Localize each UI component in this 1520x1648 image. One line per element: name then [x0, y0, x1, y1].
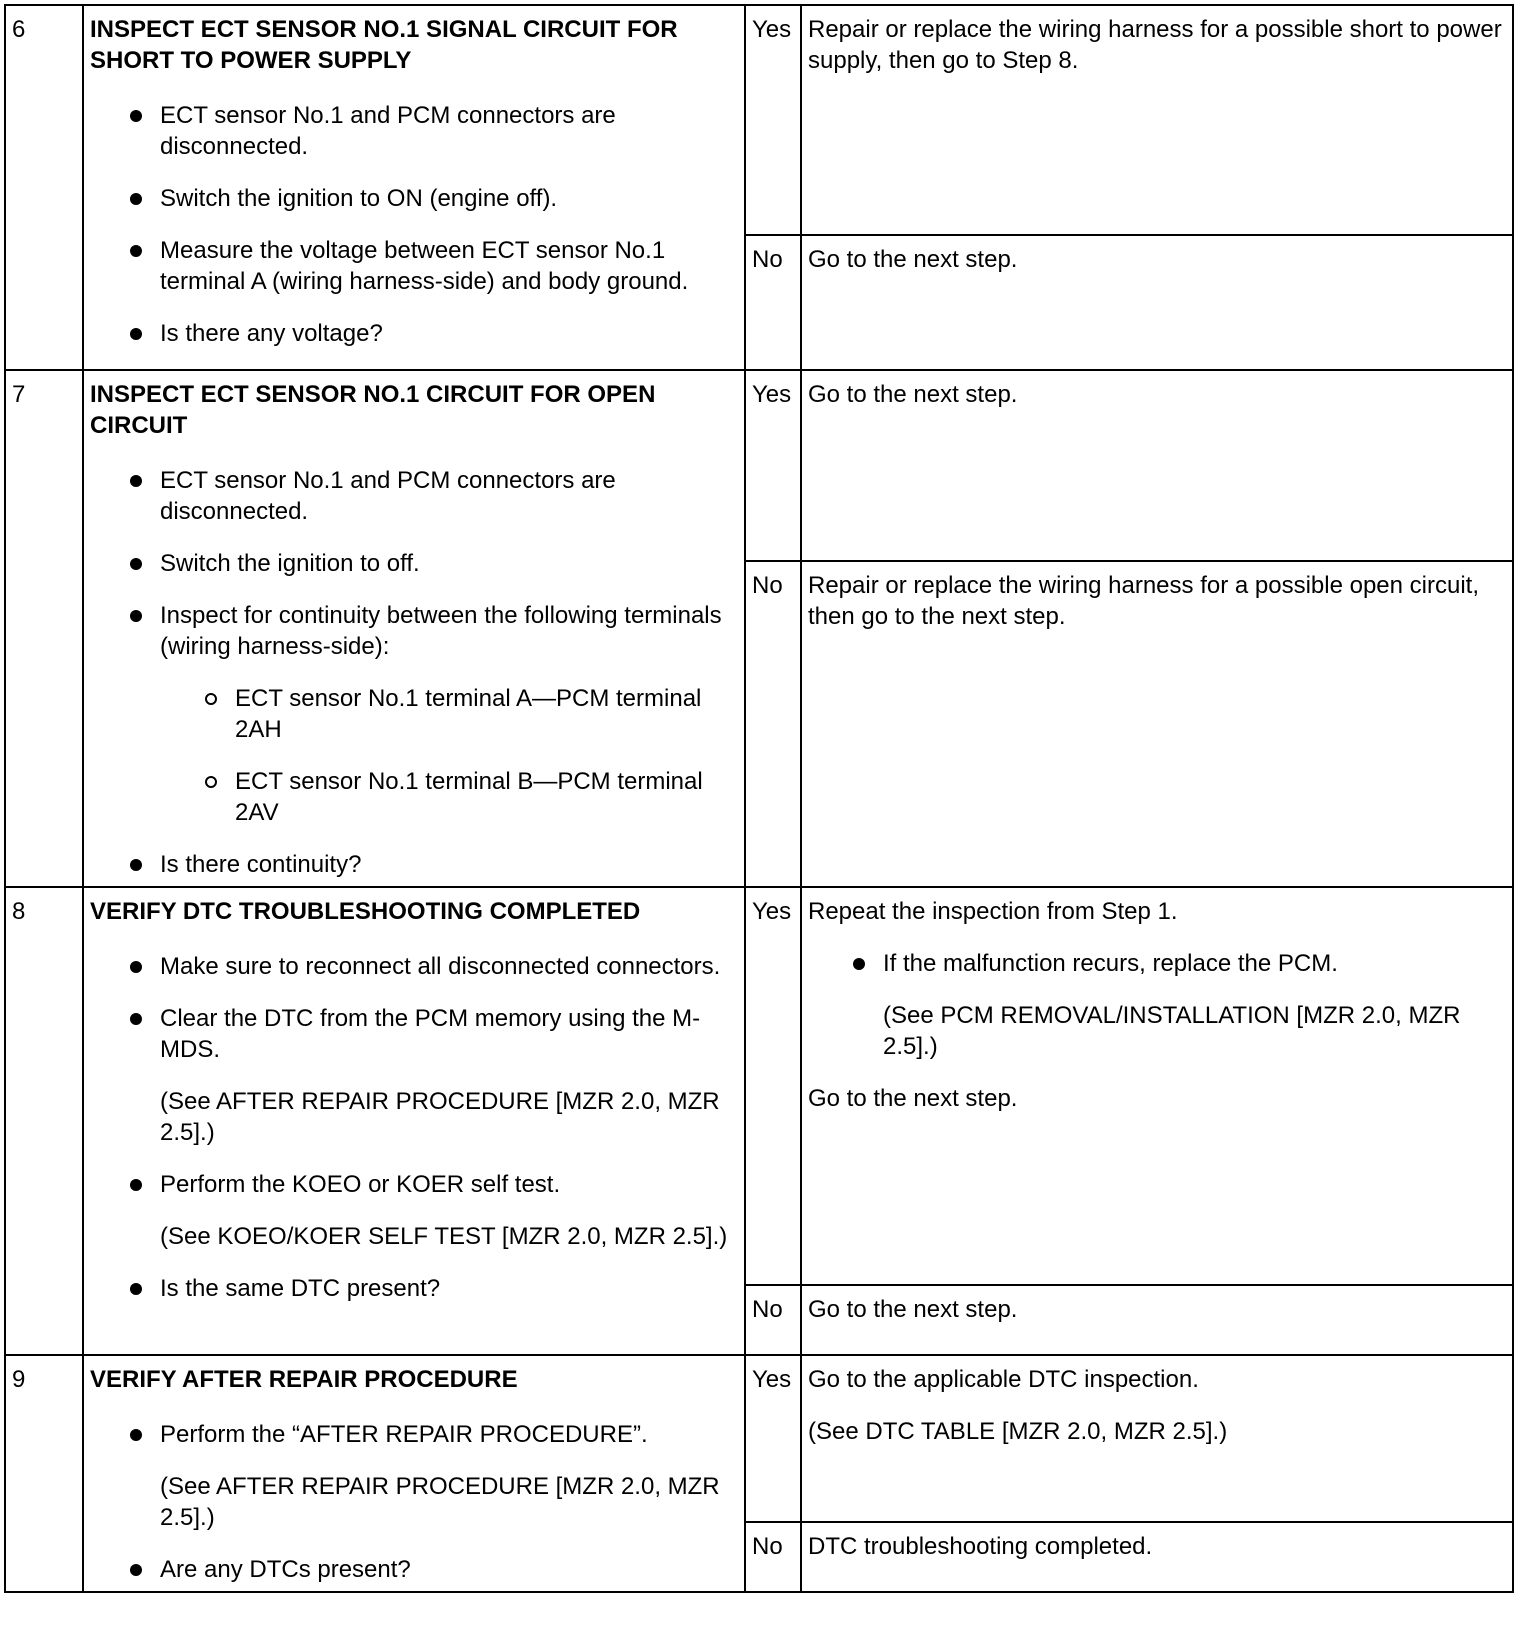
table-row-step-7: [5, 370, 1513, 561]
troubleshooting-table: [4, 4, 1514, 1593]
step-number: 8: [5, 887, 83, 1355]
terminal-list: [160, 683, 738, 828]
reference-note: (See PCM REMOVAL/INSTALLATION [MZR 2.0, MZR 2.5].): [883, 1002, 1461, 1060]
table-row-step-9: [5, 1355, 1513, 1522]
step-number: 9: [5, 1355, 83, 1592]
result-yes: Yes: [745, 887, 801, 1285]
result-no: No: [745, 235, 801, 370]
table-row-step-8: [5, 887, 1513, 1285]
step-action-cell: [83, 5, 745, 370]
action-item: Is there continuity?: [160, 849, 738, 880]
terminal-item: ECT sensor No.1 terminal B—PCM terminal 2AV: [235, 766, 738, 828]
terminal-item: ECT sensor No.1 terminal A—PCM terminal 2AH: [235, 683, 738, 745]
step-number: 6: [5, 5, 83, 370]
step-action-cell: [83, 1355, 745, 1592]
action-item: Is there any voltage?: [160, 318, 738, 349]
remedy-yes: [801, 5, 1513, 235]
step-action-cell: [83, 887, 745, 1355]
remedy-item: [883, 948, 1506, 1062]
remedy-text: Go to the next step.: [808, 381, 1018, 408]
remedy-item-text: If the malfunction recurs, replace the PCM.: [883, 950, 1338, 977]
step-title: INSPECT ECT SENSOR NO.1 SIGNAL CIRCUIT FOR SHORT TO POWER SUPPLY: [90, 16, 678, 74]
step-title: INSPECT ECT SENSOR NO.1 CIRCUIT FOR OPEN CIRCUIT: [90, 381, 656, 439]
action-list: [90, 100, 738, 349]
remedy-no: [801, 561, 1513, 887]
remedy-text: Repeat the inspection from Step 1.: [808, 898, 1178, 925]
action-item: Switch the ignition to ON (engine off).: [160, 183, 738, 214]
result-yes: Yes: [745, 370, 801, 561]
action-item: [160, 1169, 738, 1252]
remedy-text: Go to the next step.: [808, 246, 1018, 273]
remedy-yes: [801, 1355, 1513, 1522]
action-item-text: Inspect for continuity between the following terminals (wiring harness-side):: [160, 602, 722, 660]
remedy-no: [801, 1522, 1513, 1592]
troubleshooting-sheet: [4, 4, 1514, 1640]
action-item: Measure the voltage between ECT sensor No.1 terminal A (wiring harness-side) and body ground.: [160, 235, 738, 297]
action-item: Make sure to reconnect all disconnected connectors.: [160, 951, 738, 982]
action-list: [90, 465, 738, 880]
remedy-text: DTC troubleshooting completed.: [808, 1532, 1153, 1560]
action-item: [160, 1419, 738, 1533]
action-item: [160, 600, 738, 828]
result-no: No: [745, 561, 801, 887]
reference-note: (See KOEO/KOER SELF TEST [MZR 2.0, MZR 2.5].): [160, 1223, 728, 1250]
remedy-no: [801, 1285, 1513, 1355]
action-list: [90, 1419, 738, 1585]
remedy-text: Repair or replace the wiring harness for a possible short to power supply, then go to Step 8.: [808, 16, 1502, 74]
remedy-text: Repair or replace the wiring harness for a possible open circuit, then go to the next step.: [808, 571, 1480, 630]
action-item: ECT sensor No.1 and PCM connectors are disconnected.: [160, 465, 738, 527]
action-item-text: Clear the DTC from the PCM memory using the M-MDS.: [160, 1005, 701, 1063]
step-title: VERIFY AFTER REPAIR PROCEDURE: [90, 1366, 518, 1393]
result-yes: Yes: [745, 5, 801, 235]
action-item-text: Perform the KOEO or KOER self test.: [160, 1171, 561, 1198]
remedy-text: Go to the next step.: [808, 1296, 1018, 1323]
action-item: [160, 1003, 738, 1148]
step-action-cell: [83, 370, 745, 887]
step-title: VERIFY DTC TROUBLESHOOTING COMPLETED: [90, 898, 641, 925]
action-item-text: Perform the “AFTER REPAIR PROCEDURE”.: [160, 1421, 648, 1448]
remedy-yes: [801, 887, 1513, 1285]
action-item: Is the same DTC present?: [160, 1273, 738, 1304]
reference-note: (See AFTER REPAIR PROCEDURE [MZR 2.0, MZR 2.5].): [160, 1088, 720, 1146]
reference-note: (See DTC TABLE [MZR 2.0, MZR 2.5].): [808, 1418, 1228, 1445]
action-list: [90, 951, 738, 1304]
reference-note: (See AFTER REPAIR PROCEDURE [MZR 2.0, MZR 2.5].): [160, 1473, 720, 1531]
remedy-no: [801, 235, 1513, 370]
remedy-text: Go to the next step.: [808, 1085, 1018, 1112]
action-item: ECT sensor No.1 and PCM connectors are disconnected.: [160, 100, 738, 162]
table-row-step-6: [5, 5, 1513, 235]
remedy-list: [808, 948, 1506, 1062]
step-number: 7: [5, 370, 83, 887]
remedy-text: Go to the applicable DTC inspection.: [808, 1366, 1199, 1393]
remedy-yes: [801, 370, 1513, 561]
action-item: Switch the ignition to off.: [160, 548, 738, 579]
action-item: Are any DTCs present?: [160, 1554, 738, 1585]
result-yes: Yes: [745, 1355, 801, 1522]
result-no: No: [745, 1285, 801, 1355]
result-no: No: [745, 1522, 801, 1592]
